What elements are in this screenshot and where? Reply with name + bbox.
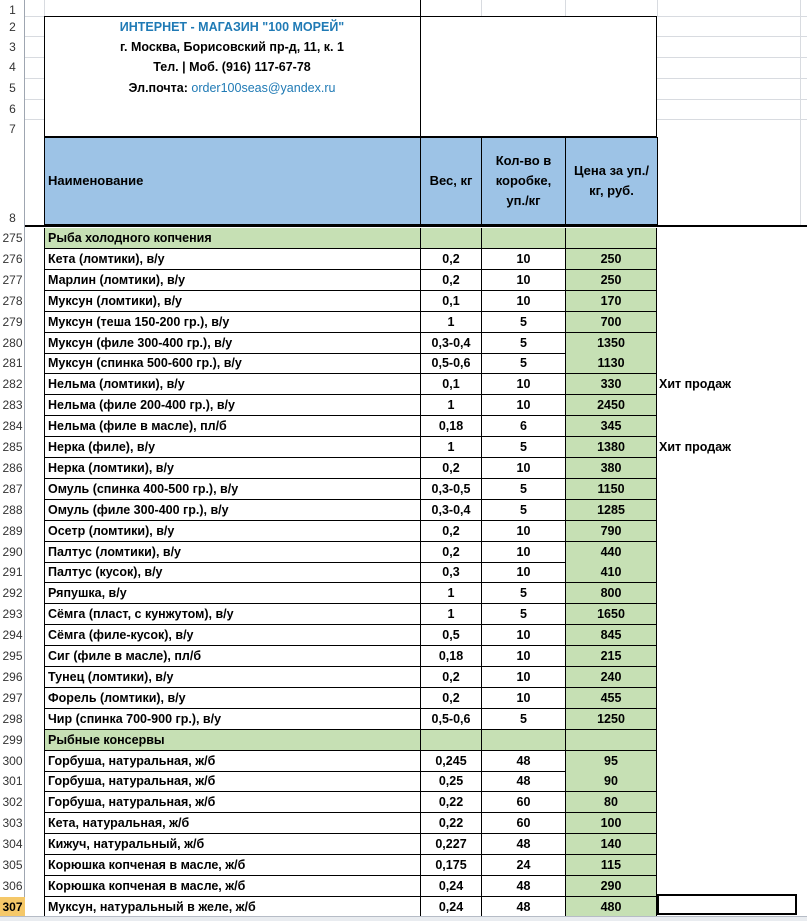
price-cell[interactable]: 1285 — [566, 500, 657, 521]
row-number[interactable]: 301 — [2, 774, 23, 789]
row-number[interactable]: 300 — [2, 753, 23, 768]
weight-cell[interactable]: 0,2 — [421, 688, 482, 709]
weight-cell[interactable]: 0,1 — [421, 374, 482, 395]
name-cell[interactable]: Рыба холодного копчения — [44, 228, 421, 249]
shop-address: г. Москва, Борисовский пр-д, 11, к. 1 — [120, 40, 344, 54]
row-number[interactable]: 305 — [2, 858, 23, 872]
name-cell[interactable]: Нерка (ломтики), в/у — [44, 458, 421, 479]
qty-cell[interactable]: 6 — [482, 416, 566, 437]
price-cell[interactable]: 790 — [566, 521, 657, 542]
row-number[interactable]: 276 — [2, 251, 23, 266]
row-number[interactable]: 278 — [2, 293, 23, 308]
name-cell[interactable]: Осетр (ломтики), в/у — [44, 521, 421, 542]
qty-cell[interactable]: 10 — [482, 667, 566, 688]
price-cell[interactable]: 440 — [566, 542, 657, 563]
price-cell[interactable]: 1650 — [566, 604, 657, 625]
row-number[interactable]: 289 — [2, 523, 23, 538]
name-cell[interactable]: Сёмга (пласт, с кунжутом), в/у — [44, 604, 421, 625]
price-cell[interactable]: 480 — [566, 897, 657, 918]
price-cell[interactable]: 700 — [566, 312, 657, 333]
price-cell[interactable]: 290 — [566, 876, 657, 897]
name-cell[interactable]: Нельма (филе в масле), пл/б — [44, 416, 421, 437]
name-cell[interactable]: Горбуша, натуральная, ж/б — [44, 792, 421, 813]
weight-cell[interactable]: 0,22 — [421, 813, 482, 834]
weight-cell[interactable] — [421, 730, 482, 751]
qty-cell[interactable]: 48 — [482, 876, 566, 897]
row-number[interactable]: 293 — [2, 607, 23, 622]
price-cell[interactable]: 2450 — [566, 395, 657, 416]
weight-cell[interactable]: 0,3 — [421, 562, 482, 583]
row-number[interactable]: 287 — [2, 481, 23, 496]
qty-cell[interactable]: 48 — [482, 834, 566, 855]
price-cell[interactable] — [566, 730, 657, 751]
weight-cell[interactable]: 0,22 — [421, 792, 482, 813]
row-number[interactable]: 280 — [2, 335, 23, 350]
row-number[interactable]: 294 — [2, 628, 23, 643]
price-cell[interactable]: 1380 — [566, 437, 657, 458]
weight-cell[interactable]: 1 — [421, 583, 482, 604]
name-cell[interactable]: Кета (ломтики), в/у — [44, 249, 421, 270]
row-number[interactable]: 283 — [2, 398, 23, 413]
name-cell[interactable]: Кижуч, натуральный, ж/б — [44, 834, 421, 855]
price-cell[interactable]: 250 — [566, 249, 657, 270]
sheet-tab-bar[interactable] — [0, 916, 807, 921]
price-cell[interactable]: 380 — [566, 458, 657, 479]
weight-cell[interactable]: 0,25 — [421, 771, 482, 792]
gridline — [800, 0, 801, 225]
qty-cell[interactable]: 10 — [482, 458, 566, 479]
qty-cell[interactable]: 5 — [482, 312, 566, 333]
row-number[interactable]: 279 — [2, 314, 23, 329]
row-number[interactable]: 297 — [2, 690, 23, 705]
qty-cell[interactable]: 5 — [482, 583, 566, 604]
price-cell[interactable]: 100 — [566, 813, 657, 834]
weight-cell[interactable]: 1 — [421, 437, 482, 458]
row-number[interactable]: 3 — [9, 40, 16, 54]
row-number[interactable]: 282 — [2, 377, 23, 392]
row-number[interactable]: 7 — [9, 122, 16, 136]
column-header-weight[interactable]: Вес, кг — [420, 137, 482, 225]
qty-cell[interactable]: 10 — [482, 688, 566, 709]
name-cell[interactable]: Палтус (кусок), в/у — [44, 562, 421, 583]
weight-cell[interactable]: 0,2 — [421, 270, 482, 291]
weight-cell[interactable]: 0,18 — [421, 646, 482, 667]
row-number[interactable]: 285 — [2, 440, 23, 454]
qty-cell[interactable]: 10 — [482, 562, 566, 583]
weight-cell[interactable]: 0,1 — [421, 291, 482, 312]
name-cell[interactable]: Сёмга (филе-кусок), в/у — [44, 625, 421, 646]
row-number[interactable]: 6 — [9, 102, 16, 116]
weight-cell[interactable]: 0,3-0,4 — [421, 333, 482, 354]
gridline — [481, 0, 482, 16]
qty-cell[interactable]: 48 — [482, 897, 566, 918]
name-cell[interactable]: Сиг (филе в масле), пл/б — [44, 646, 421, 667]
price-cell[interactable]: 410 — [566, 562, 657, 583]
name-cell[interactable]: Палтус (ломтики), в/у — [44, 542, 421, 563]
name-cell[interactable]: Муксун (спинка 500-600 гр.), в/у — [44, 353, 421, 374]
qty-cell[interactable] — [482, 228, 566, 249]
price-cell[interactable]: 250 — [566, 270, 657, 291]
name-cell[interactable]: Горбуша, натуральная, ж/б — [44, 751, 421, 772]
row-number[interactable]: 4 — [9, 60, 16, 74]
shop-email-line — [44, 78, 420, 98]
gridline — [657, 0, 658, 16]
row-number[interactable]: 299 — [2, 732, 23, 747]
active-cell[interactable] — [657, 894, 797, 915]
name-cell[interactable]: Нельма (филе 200-400 гр.), в/у — [44, 395, 421, 416]
row-number[interactable]: 281 — [2, 356, 23, 371]
name-cell[interactable]: Корюшка копченая в масле, ж/б — [44, 855, 421, 876]
email-link[interactable]: order100seas@yandex.ru — [191, 81, 336, 95]
bestseller-note[interactable]: Хит продаж — [659, 377, 732, 392]
name-cell[interactable]: Тунец (ломтики), в/у — [44, 667, 421, 688]
name-cell[interactable]: Муксун (филе 300-400 гр.), в/у — [44, 333, 421, 354]
qty-cell[interactable]: 5 — [482, 333, 566, 354]
qty-cell[interactable]: 48 — [482, 751, 566, 772]
name-cell[interactable]: Муксун, натуральный в желе, ж/б — [44, 897, 421, 918]
name-cell[interactable]: Горбуша, натуральная, ж/б — [44, 771, 421, 792]
weight-cell[interactable]: 1 — [421, 604, 482, 625]
weight-cell[interactable]: 0,24 — [421, 876, 482, 897]
row-number[interactable]: 5 — [9, 81, 16, 95]
name-cell[interactable]: Ряпушка, в/у — [44, 583, 421, 604]
name-cell[interactable]: Омуль (филе 300-400 гр.), в/у — [44, 500, 421, 521]
shop-title: ИНТЕРНЕТ - МАГАЗИН "100 МОРЕЙ" — [119, 20, 345, 34]
row-number[interactable]: 302 — [2, 795, 23, 810]
qty-cell[interactable]: 5 — [482, 479, 566, 500]
name-cell[interactable]: Нерка (филе), в/у — [44, 437, 421, 458]
price-cell[interactable]: 845 — [566, 625, 657, 646]
name-cell[interactable]: Корюшка копченая в масле, ж/б — [44, 876, 421, 897]
weight-cell[interactable]: 0,5-0,6 — [421, 353, 482, 374]
name-cell[interactable]: Муксун (теша 150-200 гр.), в/у — [44, 312, 421, 333]
price-cell[interactable]: 80 — [566, 792, 657, 813]
weight-cell[interactable]: 1 — [421, 312, 482, 333]
qty-cell[interactable]: 24 — [482, 855, 566, 876]
column-header-name[interactable]: Наименование — [44, 137, 421, 225]
weight-cell[interactable]: 0,3-0,4 — [421, 500, 482, 521]
row-number[interactable]: 307 — [0, 897, 25, 918]
row-number[interactable]: 298 — [2, 711, 23, 726]
price-cell[interactable]: 115 — [566, 855, 657, 876]
row-number-gutter — [0, 0, 25, 921]
row-number[interactable]: 284 — [2, 419, 23, 434]
price-cell[interactable]: 90 — [566, 771, 657, 792]
price-cell[interactable]: 345 — [566, 416, 657, 437]
row-number[interactable]: 275 — [2, 231, 23, 245]
qty-cell[interactable]: 48 — [482, 771, 566, 792]
qty-cell[interactable]: 10 — [482, 542, 566, 563]
qty-cell[interactable]: 10 — [482, 291, 566, 312]
price-cell[interactable]: 240 — [566, 667, 657, 688]
weight-cell[interactable]: 1 — [421, 395, 482, 416]
weight-cell[interactable]: 0,5 — [421, 625, 482, 646]
gridline — [44, 0, 45, 16]
name-cell[interactable]: Кета, натуральная, ж/б — [44, 813, 421, 834]
price-cell[interactable]: 140 — [566, 834, 657, 855]
qty-cell[interactable]: 10 — [482, 395, 566, 416]
weight-cell[interactable]: 0,3-0,5 — [421, 479, 482, 500]
weight-cell[interactable]: 0,2 — [421, 458, 482, 479]
name-cell[interactable]: Омуль (спинка 400-500 гр.), в/у — [44, 479, 421, 500]
price-cell[interactable]: 1130 — [566, 353, 657, 374]
shop-phone: Тел. | Моб. (916) 117-67-78 — [153, 60, 311, 74]
qty-cell[interactable] — [482, 730, 566, 751]
price-cell[interactable]: 170 — [566, 291, 657, 312]
row-number[interactable]: 306 — [2, 878, 23, 893]
qty-cell[interactable]: 10 — [482, 625, 566, 646]
weight-cell[interactable]: 0,2 — [421, 249, 482, 270]
price-cell[interactable]: 95 — [566, 751, 657, 772]
qty-cell[interactable]: 60 — [482, 813, 566, 834]
qty-cell[interactable]: 60 — [482, 792, 566, 813]
frozen-pane-divider — [25, 225, 807, 227]
qty-cell[interactable]: 5 — [482, 709, 566, 730]
qty-cell[interactable]: 5 — [482, 604, 566, 625]
column-divider — [420, 0, 421, 137]
row-number[interactable]: 292 — [2, 586, 23, 601]
price-cell[interactable] — [566, 228, 657, 249]
row-number[interactable]: 2 — [9, 20, 16, 34]
name-cell[interactable]: Марлин (ломтики), в/у — [44, 270, 421, 291]
price-cell[interactable]: 455 — [566, 688, 657, 709]
price-cell[interactable]: 330 — [566, 374, 657, 395]
weight-cell[interactable]: 0,5-0,6 — [421, 709, 482, 730]
name-cell[interactable]: Чир (спинка 700-900 гр.), в/у — [44, 709, 421, 730]
row-number[interactable]: 277 — [2, 272, 23, 287]
qty-cell[interactable]: 5 — [482, 500, 566, 521]
weight-cell[interactable]: 0,175 — [421, 855, 482, 876]
bestseller-note[interactable]: Хит продаж — [659, 440, 732, 454]
row-number[interactable]: 286 — [2, 460, 23, 475]
weight-cell[interactable]: 0,227 — [421, 834, 482, 855]
row-number[interactable]: 8 — [9, 211, 16, 225]
email-label: Эл.почта: — [128, 81, 188, 95]
qty-cell[interactable]: 5 — [482, 353, 566, 374]
price-cell[interactable]: 1250 — [566, 709, 657, 730]
row-number[interactable]: 288 — [2, 502, 23, 517]
weight-cell[interactable]: 0,18 — [421, 416, 482, 437]
name-cell[interactable]: Нельма (ломтики), в/у — [44, 374, 421, 395]
qty-cell[interactable]: 10 — [482, 270, 566, 291]
price-cell[interactable]: 800 — [566, 583, 657, 604]
qty-cell[interactable]: 5 — [482, 437, 566, 458]
price-cell[interactable]: 1150 — [566, 479, 657, 500]
weight-cell[interactable] — [421, 228, 482, 249]
qty-cell[interactable]: 10 — [482, 646, 566, 667]
row-number[interactable]: 296 — [2, 669, 23, 684]
row-number[interactable]: 304 — [2, 837, 23, 852]
name-cell[interactable]: Муксун (ломтики), в/у — [44, 291, 421, 312]
weight-cell[interactable]: 0,2 — [421, 521, 482, 542]
column-header-price[interactable]: Цена за уп./кг, руб. — [565, 137, 658, 225]
weight-cell[interactable]: 0,2 — [421, 667, 482, 688]
weight-cell[interactable]: 0,245 — [421, 751, 482, 772]
weight-cell[interactable]: 0,2 — [421, 542, 482, 563]
qty-cell[interactable]: 10 — [482, 521, 566, 542]
row-number[interactable]: 290 — [2, 544, 23, 559]
qty-cell[interactable]: 10 — [482, 374, 566, 395]
name-cell[interactable]: Форель (ломтики), в/у — [44, 688, 421, 709]
row-number[interactable]: 291 — [2, 565, 23, 580]
row-number[interactable]: 1 — [9, 3, 16, 17]
row-number[interactable]: 303 — [2, 816, 23, 831]
row-number[interactable]: 295 — [2, 649, 23, 663]
qty-cell[interactable]: 10 — [482, 249, 566, 270]
name-cell[interactable]: Рыбные консервы — [44, 730, 421, 751]
weight-cell[interactable]: 0,24 — [421, 897, 482, 918]
price-cell[interactable]: 1350 — [566, 333, 657, 354]
column-header-qty[interactable]: Кол-во в коробке, уп./кг — [481, 137, 566, 225]
price-cell[interactable]: 215 — [566, 646, 657, 667]
gridline — [565, 0, 566, 16]
